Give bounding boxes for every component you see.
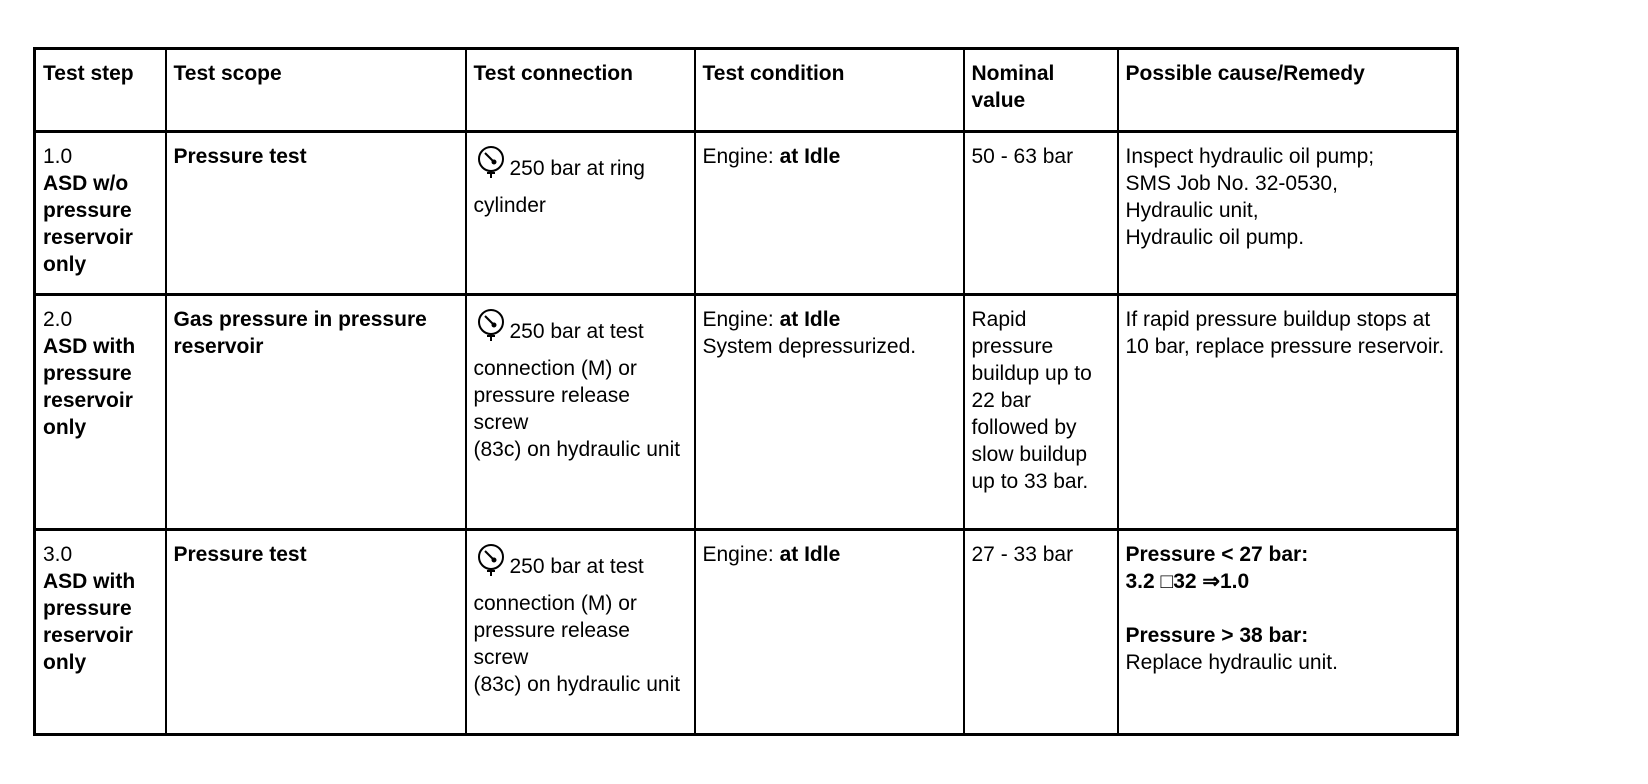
connection-cell xyxy=(466,132,695,295)
header-test-step: Test step xyxy=(35,49,166,132)
test-procedure-table xyxy=(33,47,1459,736)
connection-cell xyxy=(466,530,695,735)
step-number: 2.0 xyxy=(43,308,73,331)
condition-bold: at Idle xyxy=(779,543,841,566)
step-label: ASD w/o pressure reservoir only xyxy=(43,172,133,276)
step-cell xyxy=(35,530,166,735)
connection-cell xyxy=(466,295,695,530)
table-row xyxy=(35,132,1458,295)
step-label: ASD with pressure reservoir only xyxy=(43,335,136,439)
scope-cell: Pressure test xyxy=(166,530,466,735)
nominal-cell: 50 - 63 bar xyxy=(964,132,1118,295)
step-label: ASD with pressure reservoir only xyxy=(43,570,136,674)
table-header-row xyxy=(35,49,1458,132)
step-cell xyxy=(35,132,166,295)
nominal-cell: Rapid pressure buildup up to 22 bar followed by slow buildup up to 33 bar. xyxy=(964,295,1118,530)
condition-prefix: Engine: xyxy=(702,145,780,168)
header-test-scope: Test scope xyxy=(166,49,466,132)
step-number: 3.0 xyxy=(43,543,73,566)
connection-text-2: (83c) on hydraulic unit xyxy=(473,438,681,461)
condition-cell xyxy=(695,530,964,735)
condition-prefix: Engine: xyxy=(702,308,780,331)
remedy-low-action: 3.2 □32 ⇒1.0 xyxy=(1125,570,1250,593)
remedy-cell xyxy=(1118,132,1458,295)
connection-text: 250 bar at ring cylinder xyxy=(473,157,645,217)
step-number: 1.0 xyxy=(43,145,73,168)
condition-extra: System depressurized. xyxy=(702,335,917,358)
header-possible-cause: Possible cause/Remedy xyxy=(1118,49,1458,132)
header-nominal-value: Nominal value xyxy=(964,49,1118,132)
step-cell xyxy=(35,295,166,530)
remedy-line: Inspect hydraulic oil pump; xyxy=(1125,145,1375,168)
remedy-high-action: Replace hydraulic unit. xyxy=(1125,651,1338,674)
condition-prefix: Engine: xyxy=(702,543,780,566)
connection-text-2: (83c) on hydraulic unit xyxy=(473,673,681,696)
condition-bold: at Idle xyxy=(779,145,841,168)
remedy-high-heading: Pressure > 38 bar: xyxy=(1125,624,1309,647)
remedy-low-heading: Pressure < 27 bar: xyxy=(1125,543,1309,566)
connection-text: 250 bar at test connection (M) or pressure release screw xyxy=(473,555,644,669)
connection-text: 250 bar at test connection (M) or pressure release screw xyxy=(473,320,644,434)
condition-cell xyxy=(695,295,964,530)
table-row xyxy=(35,295,1458,530)
remedy-line: SMS Job No. 32-0530, xyxy=(1125,172,1338,195)
header-test-condition: Test condition xyxy=(695,49,964,132)
remedy-line: Hydraulic unit, xyxy=(1125,199,1259,222)
scope-cell: Gas pressure in pressure reservoir xyxy=(166,295,466,530)
pressure-gauge-icon xyxy=(474,144,510,180)
condition-bold: at Idle xyxy=(779,308,841,331)
header-test-connection: Test connection xyxy=(466,49,695,132)
test-table-container xyxy=(33,47,1459,736)
table-row xyxy=(35,530,1458,735)
condition-cell xyxy=(695,132,964,295)
remedy-line: Hydraulic oil pump. xyxy=(1125,226,1305,249)
scope-cell: Pressure test xyxy=(166,132,466,295)
nominal-cell: 27 - 33 bar xyxy=(964,530,1118,735)
pressure-gauge-icon xyxy=(474,542,510,578)
remedy-cell: If rapid pressure buildup stops at 10 bar, replace pressure reservoir. xyxy=(1118,295,1458,530)
pressure-gauge-icon xyxy=(474,307,510,343)
remedy-cell xyxy=(1118,530,1458,735)
remedy-spacer xyxy=(1126,595,1451,622)
